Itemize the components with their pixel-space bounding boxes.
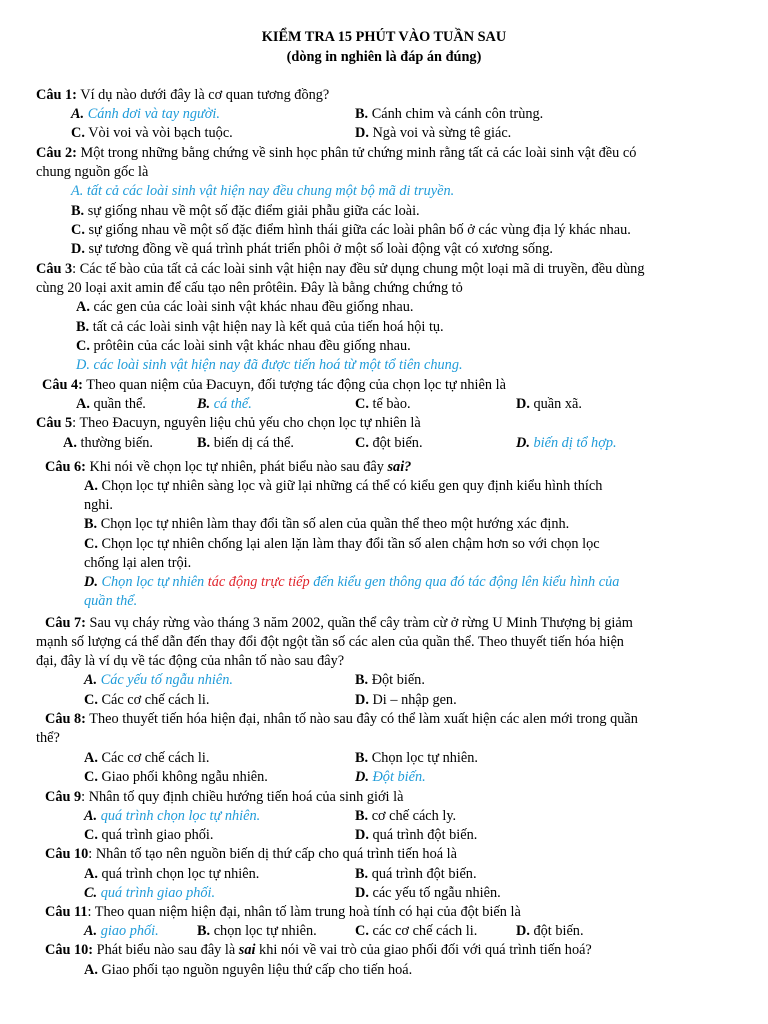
q12-option-a: A. Giao phối tạo nguồn nguyên liệu thứ cấp cho tiến hoá. [84,962,413,978]
question-2-stem: Câu 2: Một trong những bằng chứng về sinh học phân tử chứng minh rằng tất cả các loài sinh vật đều có [36,145,637,161]
question-2-stem-cont: chung nguồn gốc là [36,164,149,180]
q6-option-d: D. Chọn lọc tự nhiên tác động trực tiếp đến kiểu gen thông qua đó tác động lên kiểu hình của [84,574,620,590]
q11-option-d: D. đột biến. [516,923,584,939]
q11-option-c: C. các cơ chế cách li. [355,923,478,939]
q5-option-c: C. đột biến. [355,435,423,451]
q6-option-b: B. Chọn lọc tự nhiên làm thay đổi tần số alen của quần thể theo một hướng xác định. [84,516,570,532]
q8-option-d: D. Đột biến. [355,769,426,785]
q7-option-a: A. Các yếu tố ngẫu nhiên. [84,672,233,688]
q8-option-b: B. Chọn lọc tự nhiên. [355,750,478,766]
q7-option-c: C. Các cơ chế cách li. [84,692,210,708]
q6-option-a-cont: nghi. [84,497,113,513]
q10-option-c: C. quá trình giao phối. [84,885,216,901]
q6-option-d-cont: quần thể. [84,593,138,609]
emphasis-text: tác động trực tiếp [207,574,310,590]
question-7-stem-cont-1: mạnh số lượng cá thể dẫn đến thay đổi đột ngột tần số các alen của quần thể. Theo thuyết tiến hóa hiện [36,634,624,650]
question-11-stem: Câu 11: Theo quan niệm hiện đại, nhân tố làm trung hoà tính có hại của đột biến là [45,904,521,920]
question-10-stem: Câu 10: Nhân tố tạo nên nguồn biến dị thứ cấp cho quá trình tiến hoá là [45,846,457,862]
question-1-stem: Câu 1: Ví dụ nào dưới đây là cơ quan tương đồng? [36,87,330,103]
question-5-stem: Câu 5: Theo Đacuyn, nguyên liệu chủ yếu cho chọn lọc tự nhiên là [36,415,421,431]
q2-option-a: A. tất cả các loài sinh vật hiện nay đều chung một bộ mã di truyền. [71,183,455,199]
q7-option-b: B. Đột biến. [355,672,425,688]
q1-option-b: B. Cánh chim và cánh côn trùng. [355,106,544,122]
q6-option-a: A. Chọn lọc tự nhiên sàng lọc và giữ lại những cá thể có kiểu gen quy định kiểu hình thích [84,478,603,494]
question-7-stem-cont-2: đại, đây là ví dụ về tác động của nhân tố nào sau đây? [36,653,345,669]
q9-option-d: D. quá trình đột biến. [355,827,478,843]
q1-option-a: A. Cánh dơi và tay người. [71,106,220,122]
q5-option-b: B. biến dị cá thể. [197,435,294,451]
q6-option-c: C. Chọn lọc tự nhiên chống lại alen lặn làm thay đổi tần số alen chậm hơn so với chọn lọc [84,536,600,552]
q11-option-b: B. chọn lọc tự nhiên. [197,923,317,939]
q1-option-c: C. Vòi voi và vòi bạch tuộc. [71,125,233,141]
question-12-stem: Câu 10: Phát biểu nào sau đây là sai khi nói về vai trò của giao phối đối với quá trình tiến hoá? [45,942,592,958]
q2-option-c: C. sự giống nhau về một số đặc điểm hình thái giữa các loài phân bố ở các vùng địa lý khác nhau. [71,222,631,238]
q11-option-a: A. giao phối. [84,923,159,939]
q4-option-c: C. tế bào. [355,396,411,412]
q8-option-a: A. Các cơ chế cách li. [84,750,210,766]
q3-option-a: A. các gen của các loài sinh vật khác nhau đều giống nhau. [76,299,414,315]
q4-option-d: D. quần xã. [516,396,582,412]
q4-option-b: B. cá thể. [197,396,252,412]
page-title: KIỂM TRA 15 PHÚT VÀO TUẦN SAU [261,29,507,45]
question-6-stem: Câu 6: Khi nói về chọn lọc tự nhiên, phát biểu nào sau đây sai? [45,459,412,475]
q10-option-d: D. các yếu tố ngẫu nhiên. [355,885,501,901]
question-4-stem: Câu 4: Theo quan niệm của Đacuyn, đối tượng tác động của chọn lọc tự nhiên là [42,377,506,393]
page-subtitle: (dòng in nghiên là đáp án đúng) [286,49,482,65]
question-3-stem-cont: cùng 20 loại axit amin để cấu tạo nên prôtêin. Đây là bằng chứng chứng tỏ [36,280,463,296]
q8-option-c: C. Giao phối không ngẫu nhiên. [84,769,268,785]
question-9-stem: Câu 9: Nhân tố quy định chiều hướng tiến hoá của sinh giới là [45,789,404,805]
q9-option-a: A. quá trình chọn lọc tự nhiên. [84,808,261,824]
q3-option-d: D. các loài sinh vật hiện nay đã được tiến hoá từ một tổ tiên chung. [76,357,463,373]
q7-option-d: D. Di – nhập gen. [355,692,457,708]
q9-option-b: B. cơ chế cách ly. [355,808,457,824]
question-7-stem: Câu 7: Sau vụ cháy rừng vào tháng 3 năm 2002, quần thể cây tràm cừ ở rừng U Minh Thượng bị giảm [45,615,633,631]
q10-option-a: A. quá trình chọn lọc tự nhiên. [84,866,260,882]
q9-option-c: C. quá trình giao phối. [84,827,214,843]
q5-option-d: D. biến dị tổ hợp. [516,435,617,451]
q2-option-d: D. sự tương đồng về quá trình phát triển phôi ở một số loài động vật có xương sống. [71,241,553,257]
q3-option-b: B. tất cả các loài sinh vật hiện nay là kết quả của tiến hoá hội tụ. [76,319,444,335]
q5-option-a: A. thường biến. [63,435,153,451]
question-3-stem: Câu 3: Các tế bào của tất cả các loài sinh vật hiện nay đều sử dụng chung một loại mã di truyền, đều dùng [36,261,645,277]
q2-option-b: B. sự giống nhau về một số đặc điểm giải phẫu giữa các loài. [71,203,420,219]
question-8-stem-cont: thể? [36,730,60,746]
q10-option-b: B. quá trình đột biến. [355,866,477,882]
question-8-stem: Câu 8: Theo thuyết tiến hóa hiện đại, nhân tố nào sau đây có thể làm xuất hiện các alen mới trong quần [45,711,638,727]
q1-option-d: D. Ngà voi và sừng tê giác. [355,125,512,141]
q4-option-a: A. quần thể. [76,396,146,412]
question-label: Câu 1: [36,87,77,103]
q3-option-c: C. prôtêin của các loài sinh vật khác nhau đều giống nhau. [76,338,411,354]
q6-option-c-cont: chống lại alen trội. [84,555,192,571]
